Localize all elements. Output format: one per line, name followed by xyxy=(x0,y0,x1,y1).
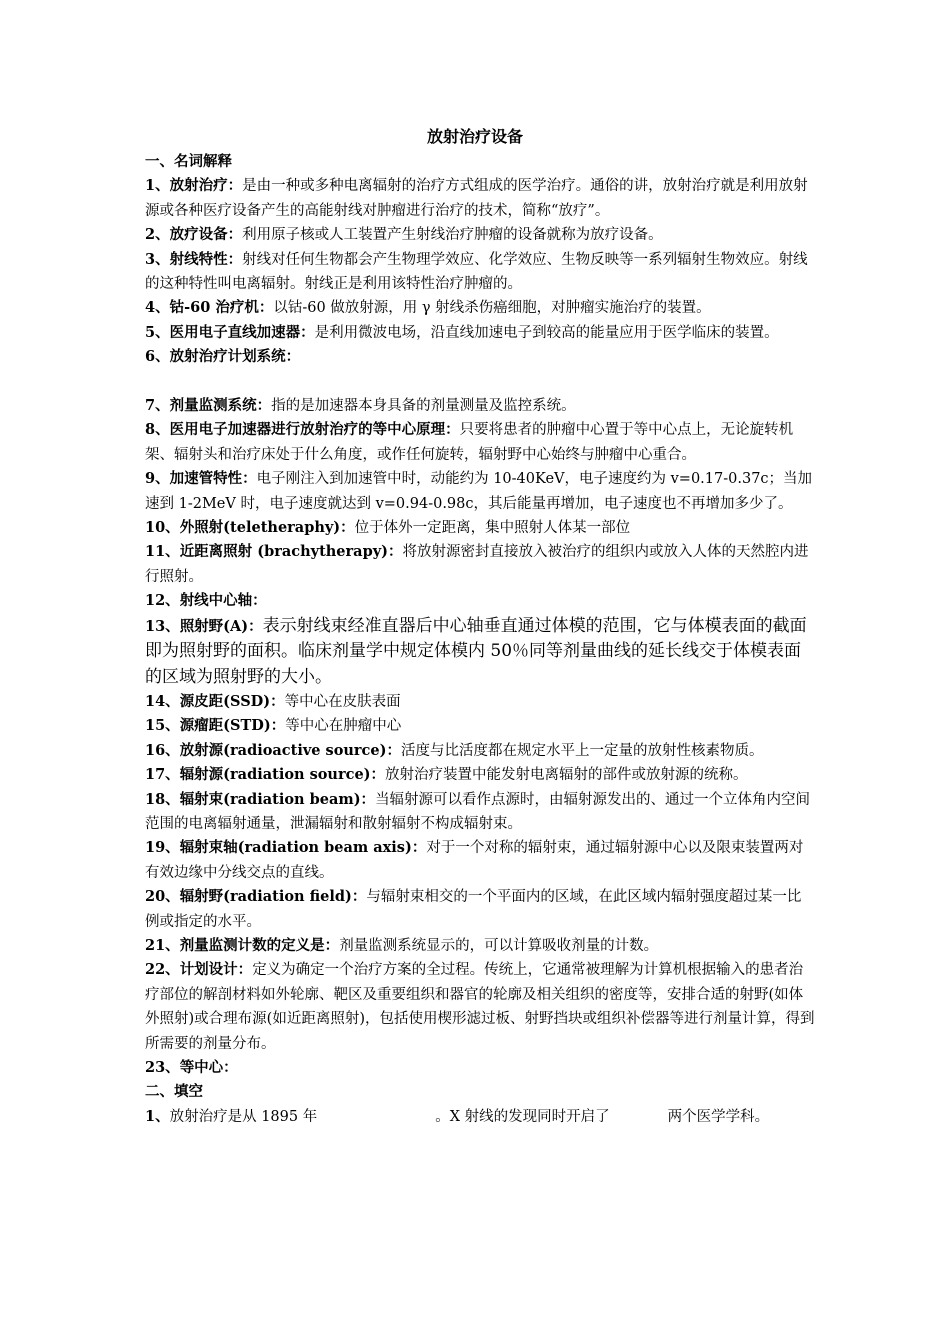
list-item: 12、射线中心轴： xyxy=(145,592,267,610)
list-item: 21、剂量监测计数的定义是：剂量监测系统显示的，可以计算吸收剂量的计数。 xyxy=(145,936,659,954)
blank-line xyxy=(145,370,815,394)
list-item: 20、辐射野(radiation field)：与辐射束相交的一个平面内的区域，在此区域内辐射强度超过某一比例或指定的水平。 xyxy=(145,888,802,930)
list-item: 4、钴-60 治疗机：以钴-60 做放射源，用 γ 射线杀伤癌细胞，对肿瘤实施治疗的装置。 xyxy=(145,299,711,317)
document-body xyxy=(145,150,815,1129)
list-item: 7、剂量监测系统：指的是加速器本身具备的剂量测量及监控系统。 xyxy=(145,397,576,415)
list-item: 13、照射野(A)：表示射线束经准直器后中心轴垂直通过体模的范围，它与体模表面的截面即为照射野的面积。临床剂量学中规定体模内 50％同等剂量曲线的延长线交于体模表面的区域为照射野的大小。 xyxy=(145,615,807,687)
section-heading: 一、名词解释 xyxy=(145,153,232,170)
list-item: 19、辐射束轴(radiation beam axis)：对于一个对称的辐射束，通过辐射源中心以及限束装置两对有效边缘中分线交点的直线。 xyxy=(145,839,804,881)
list-item: 15、源瘤距(STD)：等中心在肿瘤中心 xyxy=(145,717,402,735)
list-item: 23、等中心： xyxy=(145,1059,238,1077)
page-title: 放射治疗设备 xyxy=(426,127,523,146)
list-item: 1、放射治疗：是由一种或多种电离辐射的治疗方式组成的医学治疗。通俗的讲，放射治疗就是利用放射源或各种医疗设备产生的高能射线对肿瘤进行治疗的技术，简称“放疗”。 xyxy=(145,177,808,219)
section-heading: 二、填空 xyxy=(145,1083,203,1101)
list-item: 9、加速管特性：电子刚注入到加速管中时，动能约为 10-40KeV，电子速度约为 v=0.17-0.37c；当加速到 1-2MeV 时，电子速度就达到 v=0.94-0.98c，其后能量再增加，电子速度也不再增加多少了。 xyxy=(145,470,813,512)
list-item: 6、放射治疗计划系统： xyxy=(145,348,301,366)
list-item: 17、辐射源(radiation source)：放射治疗装置中能发射电离辐射的部件或放射源的统称。 xyxy=(145,766,748,784)
list-item: 14、源皮距(SSD)：等中心在皮肤表面 xyxy=(145,692,401,710)
list-item: 10、外照射(teletheraphy)：位于体外一定距离，集中照射人体某一部位 xyxy=(145,519,631,537)
list-item: 22、计划设计：定义为确定一个治疗方案的全过程。传统上，它通常被理解为计算机根据输入的患者治疗部位的解剖材料如外轮廓、靶区及重要组织和器官的轮廓及相关组织的密度等，安排合适的射野(如体外照射)或合理布源(如近距离照射)，包括使用楔形滤过板、射野挡块或组织补偿器等进行剂量计算，得到所需要的剂量分布。 xyxy=(145,961,815,1052)
list-item: 11、近距离照射 (brachytherapy)：将放射源密封直接放入被治疗的组织内或放入人体的天然腔内进行照射。 xyxy=(145,543,809,585)
list-item: 3、射线特性：射线对任何生物都会产生物理学效应、化学效应、生物反映等一系列辐射生物效应。射线的这种特性叫电离辐射。射线正是利用该特性治疗肿瘤的。 xyxy=(145,250,808,293)
fill-blank-item: 1、放射治疗是从 1895 年 。X 射线的发现同时开启了 两个医学学科。 xyxy=(145,1107,770,1125)
list-item: 2、放疗设备：利用原子核或人工装置产生射线治疗肿瘤的设备就称为放疗设备。 xyxy=(145,226,663,244)
list-item: 18、辐射束(radiation beam)：当辐射源可以看作点源时，由辐射源发出的、通过一个立体角内空间范围的电离辐射通量，泄漏辐射和散射辐射不构成辐射束。 xyxy=(145,790,811,832)
list-item: 5、医用电子直线加速器：是利用微波电场，沿直线加速电子到较高的能量应用于医学临床的装置。 xyxy=(145,323,779,341)
list-item: 8、医用电子加速器进行放射治疗的等中心原理：只要将患者的肿瘤中心置于等中心点上，无论旋转机架、辐射头和治疗床处于什么角度，或作任何旋转，辐射野中心始终与肿瘤中心重合。 xyxy=(145,421,794,463)
list-item: 16、放射源(radioactive source)：活度与比活度都在规定水平上一定量的放射性核素物质。 xyxy=(145,741,764,759)
